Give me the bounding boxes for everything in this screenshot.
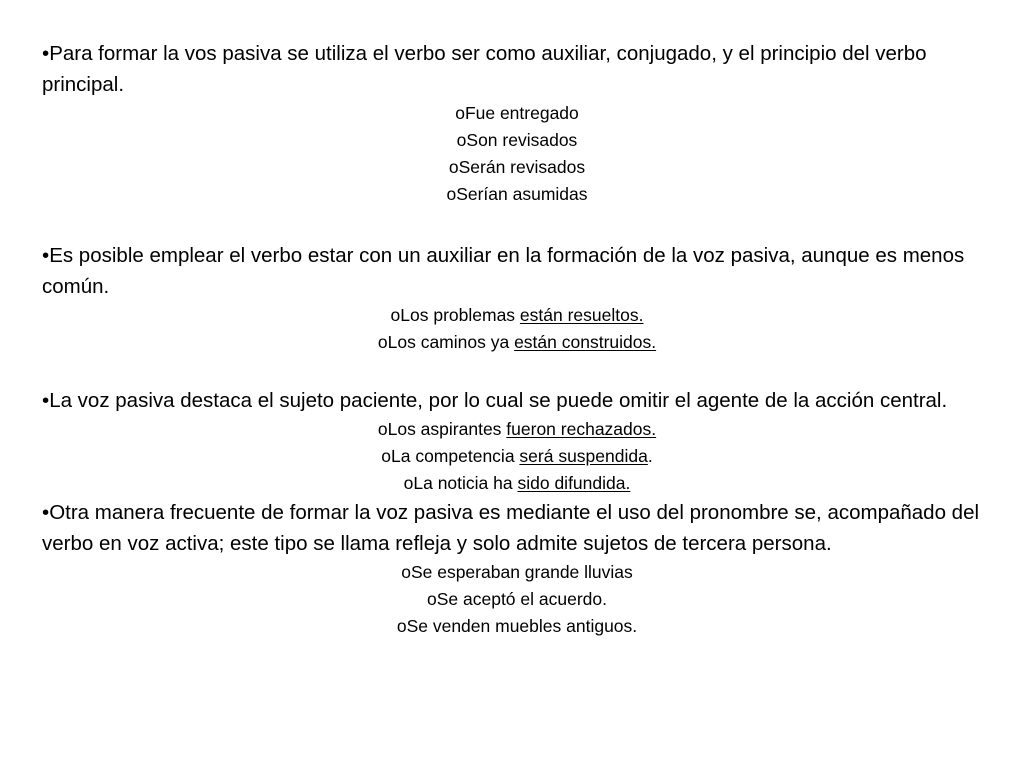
example-underlined: fueron rechazados. (506, 419, 657, 439)
example-item (42, 470, 992, 497)
bullet-marker: • (42, 42, 50, 65)
sub-marker: o (396, 616, 407, 636)
example-tail: . (647, 446, 653, 466)
sub-marker: o (446, 184, 457, 204)
bullet-text: La voz pasiva destaca el sujeto paciente, por lo cual se puede omitir el agente de la acción central. (49, 389, 948, 412)
example-text: Los aspirantes (387, 419, 507, 439)
example-list (42, 302, 992, 356)
example-text: La noticia ha (413, 473, 518, 493)
example-item (42, 329, 992, 356)
sub-marker: o (403, 473, 414, 493)
bullet-paragraph (42, 385, 992, 416)
example-underlined: sido difundida. (517, 473, 631, 493)
sub-marker: o (455, 103, 465, 123)
bullet-paragraph (42, 240, 992, 302)
example-underlined: están construidos. (514, 332, 657, 352)
bullet-marker: • (42, 501, 50, 524)
sub-marker: o (390, 305, 401, 325)
example-item (42, 416, 992, 443)
example-text: Se esperaban grande lluvias (410, 562, 633, 582)
example-underlined: están resueltos. (519, 305, 644, 325)
example-item (42, 302, 992, 329)
example-list (42, 416, 992, 497)
sub-marker: o (401, 562, 411, 582)
example-item (42, 443, 992, 470)
bullet-paragraph (42, 497, 992, 559)
example-text: Fue entregado (464, 103, 579, 123)
slide-content (42, 38, 992, 640)
sub-marker: o (427, 589, 437, 609)
bullet-text: Otra manera frecuente de formar la voz pasiva es mediante el uso del pronombre se, acompañado del verbo en voz activa; este tipo se llama refleja y solo admite sujetos de tercera persona. (42, 501, 980, 555)
spacer (42, 356, 992, 385)
example-text: Los caminos ya (387, 332, 515, 352)
bullet-marker: • (42, 244, 50, 267)
sub-marker: o (456, 130, 467, 150)
example-text: Se venden muebles antiguos. (406, 616, 638, 636)
bullet-text: Es posible emplear el verbo estar con un auxiliar en la formación de la voz pasiva, aunque es menos común. (42, 244, 965, 298)
bullet-marker: • (42, 389, 50, 412)
sub-marker: o (377, 332, 388, 352)
example-list (42, 559, 992, 640)
example-item (42, 181, 992, 208)
sub-marker: o (448, 157, 459, 177)
example-item (42, 613, 992, 640)
example-item (42, 100, 992, 127)
spacer (42, 208, 992, 240)
sub-marker: o (381, 446, 391, 466)
example-item (42, 559, 992, 586)
sub-marker: o (377, 419, 388, 439)
example-item (42, 127, 992, 154)
example-text: Serían asumidas (456, 184, 588, 204)
example-text: Son revisados (466, 130, 578, 150)
example-text: Los problemas (400, 305, 520, 325)
example-item (42, 586, 992, 613)
example-underlined: será suspendida (519, 446, 648, 466)
bullet-text: Para formar la vos pasiva se utiliza el verbo ser como auxiliar, conjugado, y el principio del verbo principal. (42, 42, 927, 96)
example-item (42, 154, 992, 181)
example-text: Se aceptó el acuerdo. (436, 589, 607, 609)
example-list (42, 100, 992, 208)
example-text: La competencia (391, 446, 520, 466)
example-text: Serán revisados (458, 157, 586, 177)
bullet-paragraph (42, 38, 992, 100)
